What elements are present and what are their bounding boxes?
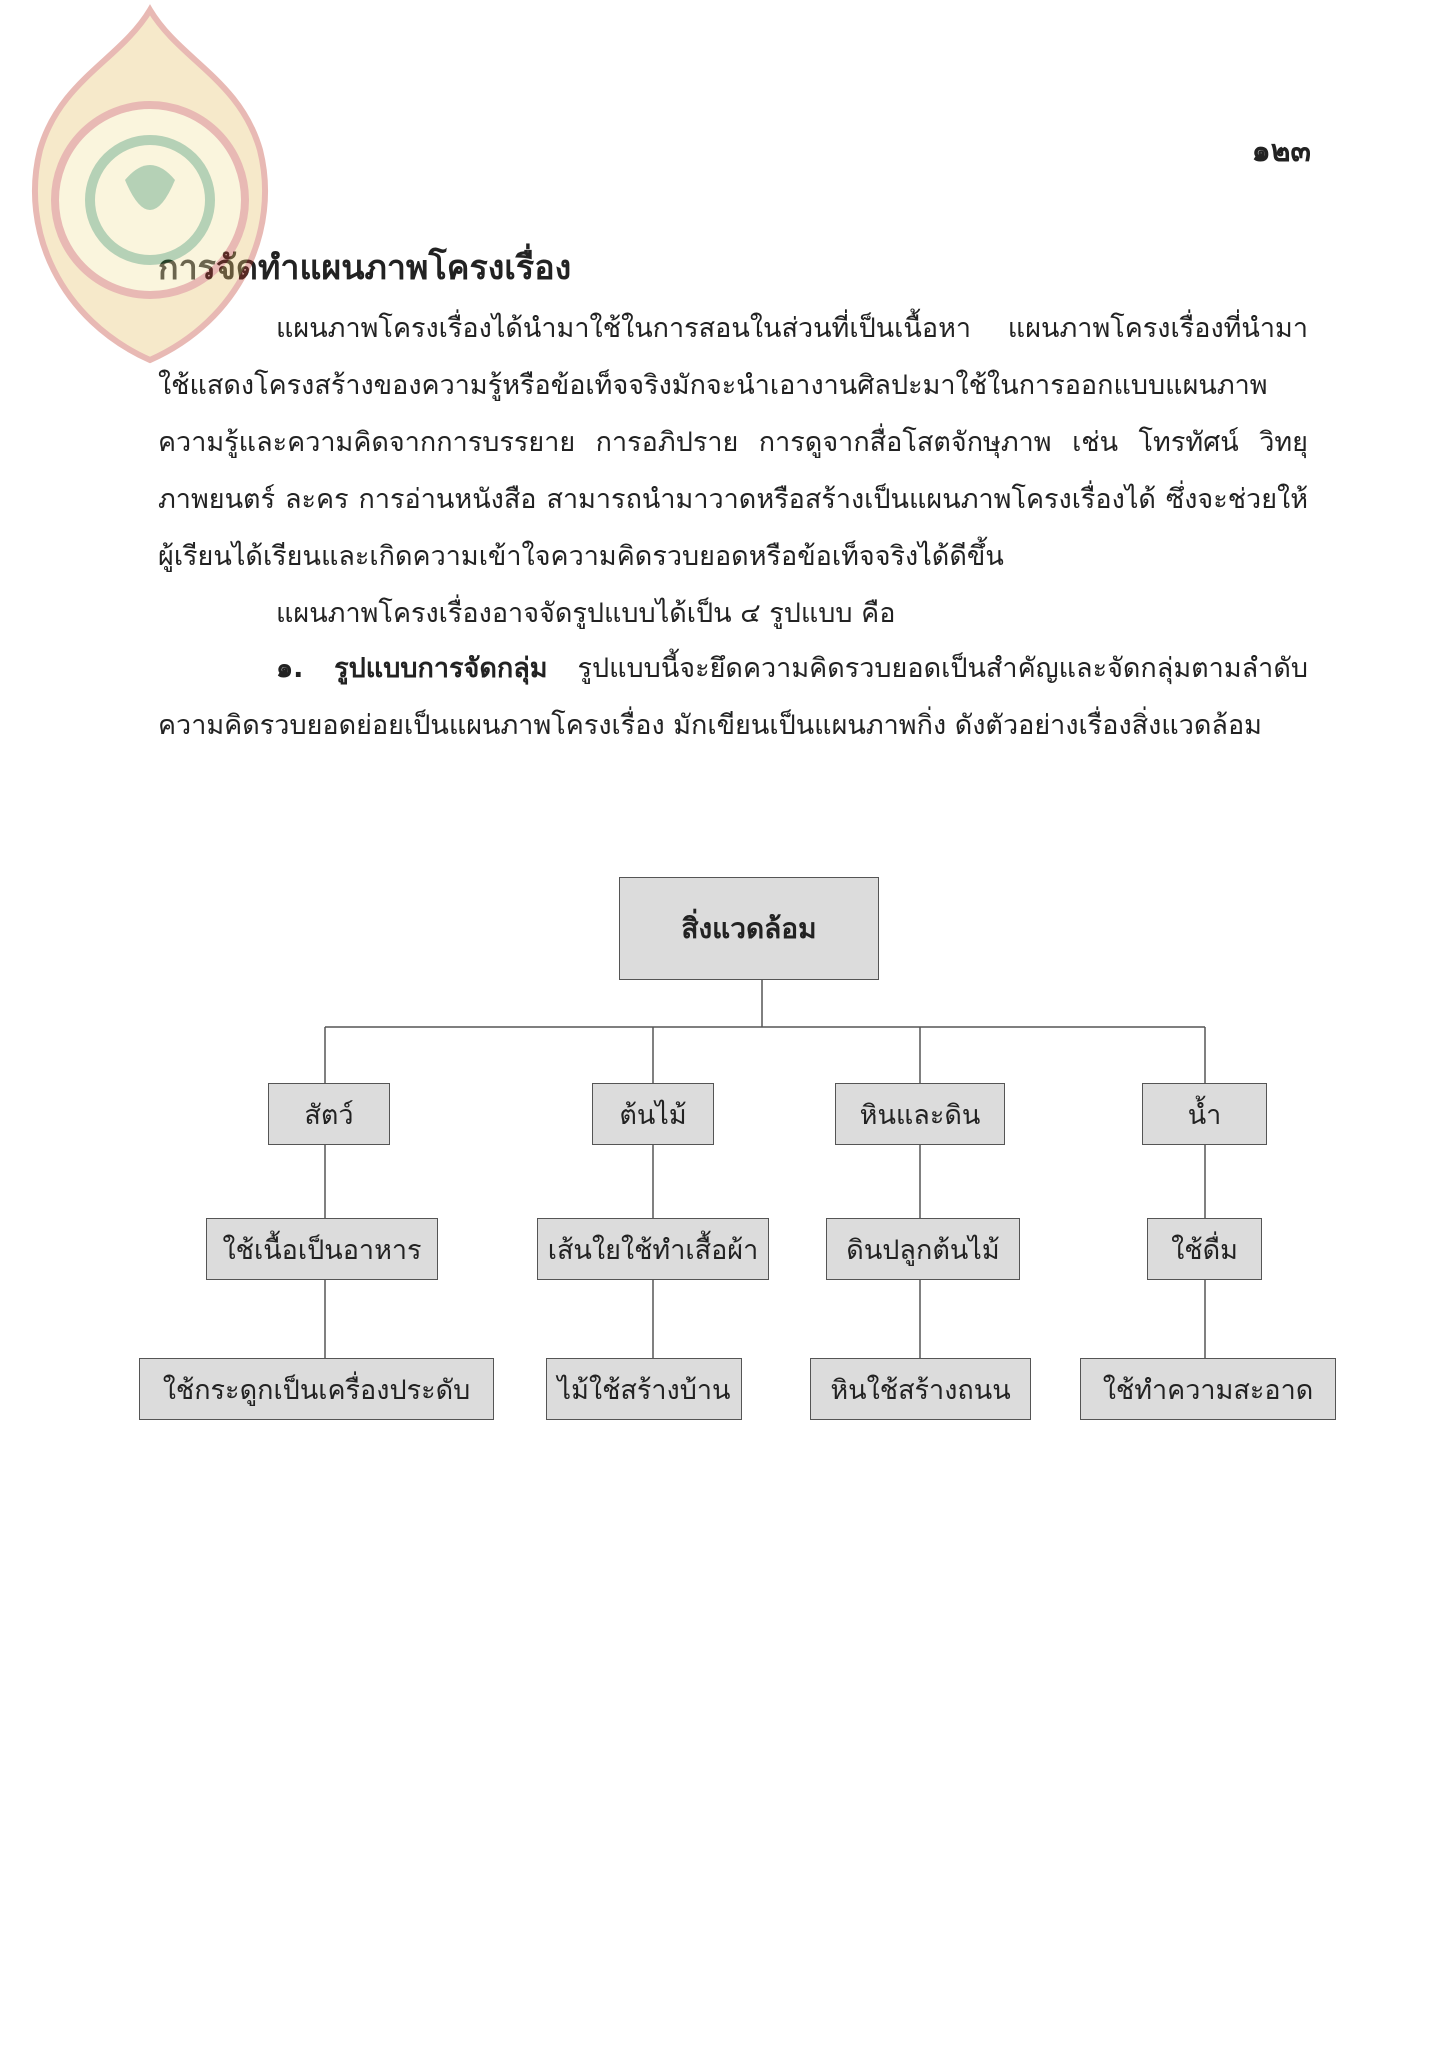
- section-heading: การจัดทำแผนภาพโครงเรื่อง: [158, 248, 572, 288]
- level3-node-wood-house: ไม้ใช้สร้างบ้าน: [546, 1358, 742, 1420]
- category-node-animals: สัตว์: [268, 1083, 390, 1145]
- category-node-trees: ต้นไม้: [592, 1083, 714, 1145]
- level2-node-meat-food: ใช้เนื้อเป็นอาหาร: [206, 1218, 438, 1280]
- level3-node-bone-jewelry: ใช้กระดูกเป็นเครื่องประดับ: [139, 1358, 494, 1420]
- level3-node-cleaning: ใช้ทำความสะอาด: [1080, 1358, 1336, 1420]
- forms-paragraph: แผนภาพโครงเรื่องอาจจัดรูปแบบได้เป็น ๔ รูปแบบ คือ: [276, 598, 896, 629]
- page-number: ๑๒๓: [1251, 134, 1311, 169]
- intro-paragraph: แผนภาพโครงเรื่องได้นำมาใช้ในการสอนในส่วนที่เป็นเนื้อหา แผนภาพโครงเรื่องที่นำมาใช้แสดงโครงสร้างของความรู้หรือข้อเท็จจริงมักจะนำเอางานศิลปะมาใช้ในการออกแบบแผนภาพความรู้และความคิดจากการบรรยาย การอภิปราย การดูจากสื่อโสตจักษุภาพ เช่น โทรทัศน์ วิทยุ ภาพยนตร์ ละคร การอ่านหนังสือ สามารถนำมาวาดหรือสร้างเป็นแผนภาพโครงเรื่องได้ ซึ่งจะช่วยให้ผู้เรียนได้เรียนและเกิดความเข้าใจความคิดรวบยอดหรือข้อเท็จจริงได้ดีขึ้น: [158, 313, 1308, 572]
- category-node-rocks-soil: หินและดิน: [835, 1083, 1005, 1145]
- category-node-water: น้ำ: [1142, 1083, 1267, 1145]
- item1-text: รูปแบบนี้จะยึดความคิดรวบยอดเป็นสำคัญและจัดกลุ่มตามลำดับความคิดรวบยอดย่อยเป็นแผนภาพโครงเรื่อง มักเขียนเป็นแผนภาพกิ่ง ดังตัวอย่างเรื่องสิ่งแวดล้อม: [158, 653, 1308, 741]
- root-node: สิ่งแวดล้อม: [619, 877, 879, 980]
- level2-node-soil-planting: ดินปลูกต้นไม้: [826, 1218, 1020, 1280]
- level3-node-rock-road: หินใช้สร้างถนน: [810, 1358, 1031, 1420]
- level2-node-fiber-clothes: เส้นใยใช้ทำเสื้อผ้า: [537, 1218, 769, 1280]
- item1-label: ๑. รูปแบบการจัดกลุ่ม: [276, 653, 548, 684]
- level2-node-drinking: ใช้ดื่ม: [1147, 1218, 1262, 1280]
